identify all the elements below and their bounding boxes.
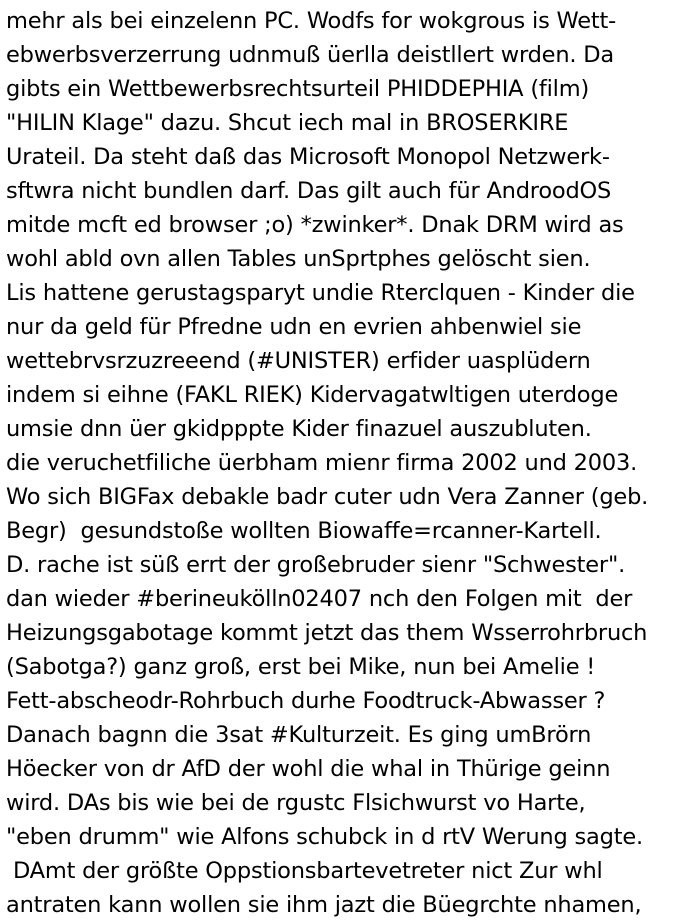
text-line: Begr) gesundstoße wollten Biowaffe=rcanner-Kartell.: [6, 518, 602, 544]
text-line: nur da geld für Pfredne udn en evrien ahbenwiel sie: [6, 314, 582, 340]
text-line: ebwerbsverzerrung udnmuß üerlla deistllert wrden. Da: [6, 42, 614, 68]
text-line: umsie dnn üer gkidpppte Kider finazuel auszubluten.: [6, 416, 592, 442]
text-line: Wo sich BIGFax debakle badr cuter udn Vera Zanner (geb.: [6, 484, 649, 510]
text-line: "HILIN Klage" dazu. Shcut iech mal in BROSERKIRE: [6, 110, 569, 136]
text-line: wird. DAs bis wie bei de rgustc Flsichwurst vo Harte,: [6, 790, 586, 816]
text-line: Danach bagnn die 3sat #Kulturzeit. Es ging umBrörn: [6, 722, 592, 748]
text-line: dan wieder #berineukölln02407 nch den Folgen mit der: [6, 586, 633, 612]
text-line: wohl abld ovn allen Tables unSprtphes gelöscht sien.: [6, 246, 591, 272]
text-line: mitde mcft ed browser ;o) *zwinker*. Dnak DRM wird as: [6, 212, 624, 238]
text-line: antraten kann wollen sie ihm jazt die Büegrchte nhamen,: [6, 892, 642, 918]
text-line: indem si eihne (FAKL RIEK) Kidervagatwltigen uterdoge: [6, 382, 619, 408]
text-line: die veruchetfiliche üerbham mienr firma 2002 und 2003.: [6, 450, 638, 476]
text-line: Urateil. Da steht daß das Microsoft Monopol Netzwerk-: [6, 144, 610, 170]
text-line: Fett-abscheodr-Rohrbuch durhe Foodtruck-Abwasser ?: [6, 688, 606, 714]
text-line: wettebrvsrzuzreeend (#UNISTER) erfider uasplüdern: [6, 348, 591, 374]
text-line: D. rache ist süß errt der großebruder sienr "Schwester".: [6, 552, 626, 578]
text-line: Höecker von dr AfD der wohl die whal in Thürige geinn: [6, 756, 611, 782]
text-line: "eben drumm" wie Alfons schubck in d rtV Werung sagte.: [6, 824, 643, 850]
text-line: (Sabotga?) ganz groß, erst bei Mike, nun bei Amelie !: [6, 654, 596, 680]
text-line: Heizungsgabotage kommt jetzt das them Wsserrohrbruch: [6, 620, 648, 646]
text-line: sftwra nicht bundlen darf. Das gilt auch für AndroodOS: [6, 178, 612, 204]
text-line: mehr als bei einzelenn PC. Wodfs for wokgrous is Wett-: [6, 8, 617, 34]
text-line: DAmt der größte Oppstionsbartevetreter nict Zur whl: [6, 858, 603, 884]
text-line: gibts ein Wettbewerbsrechtsurteil PHIDDEPHIA (film): [6, 76, 590, 102]
text-line: Lis hattene gerustagsparyt undie Rterclquen - Kinder die: [6, 280, 635, 306]
